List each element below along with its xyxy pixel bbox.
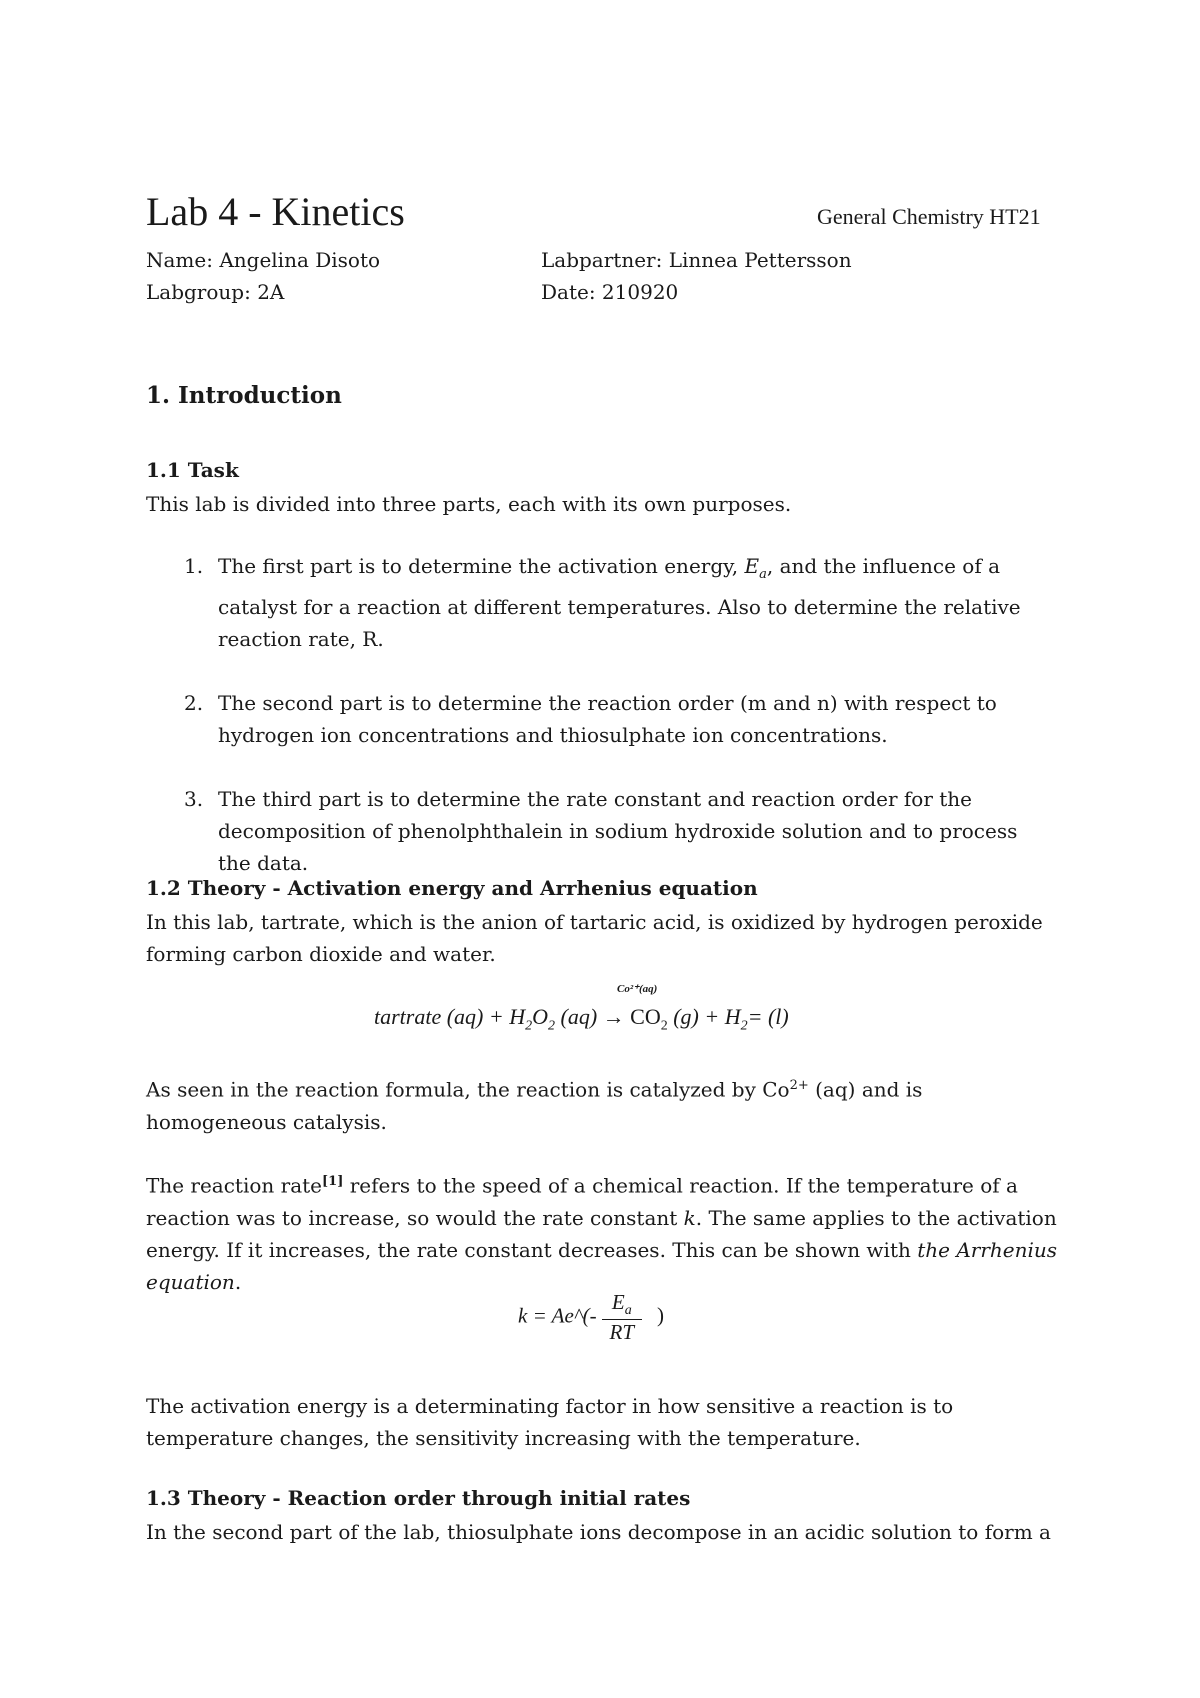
document-title: Lab 4 - Kinetics xyxy=(146,189,405,234)
lab-group: Labgroup: 2A xyxy=(146,280,285,304)
list-item: 2. The second part is to determine the reaction order (m and n) with respect to hydrogen ion concentrations and thiosulphate ion concentrations. xyxy=(146,687,1056,751)
tartrate-paragraph: In this lab, tartrate, which is the anion of tartaric acid, is oxidized by hydrogen peroxide forming carbon dioxide and water. xyxy=(146,910,1043,966)
section-heading-introduction: 1. Introduction xyxy=(146,382,342,409)
lab-partner: Labpartner: Linnea Pettersson xyxy=(541,248,852,272)
arrhenius-equation: k = Ae^(- $\frac{E_a}{RT}$ ) xyxy=(518,1290,664,1345)
citation-ref: [1] xyxy=(322,1174,344,1189)
sensitivity-paragraph: The activation energy is a determinating factor in how sensitive a reaction is to temperature changes, the sensitivity increasing with the temperature. xyxy=(146,1394,954,1450)
task-list xyxy=(146,550,1056,879)
reaction-equation: tartrate $(aq) + H_2O_2$ $(aq) \to CO_2$ $(g) + H_2= (l)$ xyxy=(374,1004,789,1034)
task-paragraph: This lab is divided into three parts, each with its own purposes. xyxy=(146,492,792,516)
subsection-heading-activation-energy: 1.2 Theory - Activation energy and Arrhenius equation xyxy=(146,876,758,900)
thiosulphate-paragraph: In the second part of the lab, thiosulphate ions decompose in an acidic solution to form a xyxy=(146,1520,1051,1544)
list-item: 3. The third part is to determine the rate constant and reaction order for the decomposition of phenolphthalein in sodium hydroxide solution and to process the data. xyxy=(146,783,1056,879)
list-number: 3. xyxy=(184,787,204,811)
subsection-heading-task: 1.1 Task xyxy=(146,458,239,482)
list-item: 1. The first part is to determine the activation energy, $E_a$, and the influence of a catalyst for a reaction at different temperatures. Also to determine the relative reaction rate, R. xyxy=(146,550,1056,655)
arrhenius-fraction: $\frac{E_a}{RT}$ xyxy=(602,1290,642,1345)
lab-date: Date: 210920 xyxy=(541,280,679,304)
student-name: Name: Angelina Disoto xyxy=(146,248,381,272)
subsection-heading-reaction-order: 1.3 Theory - Reaction order through initial rates xyxy=(146,1486,691,1510)
catalysis-paragraph: As seen in the reaction formula, the reaction is catalyzed by $Co^{2+}$ (aq) and is homogeneous catalysis. xyxy=(146,1077,923,1134)
catalyst-label: Co²⁺(aq) xyxy=(617,983,658,995)
list-number: 1. xyxy=(184,554,204,578)
list-number: 2. xyxy=(184,691,204,715)
course-name: General Chemistry HT21 xyxy=(817,204,1041,229)
reaction-rate-paragraph: The reaction rate[1] refers to the speed of a chemical reaction. If the temperature of a reaction was to increase, so would the rate constant k. The same applies to the activation energy. If it increases, the rate constant decreases. This can be shown with the Arrhenius equation. xyxy=(146,1173,1058,1294)
